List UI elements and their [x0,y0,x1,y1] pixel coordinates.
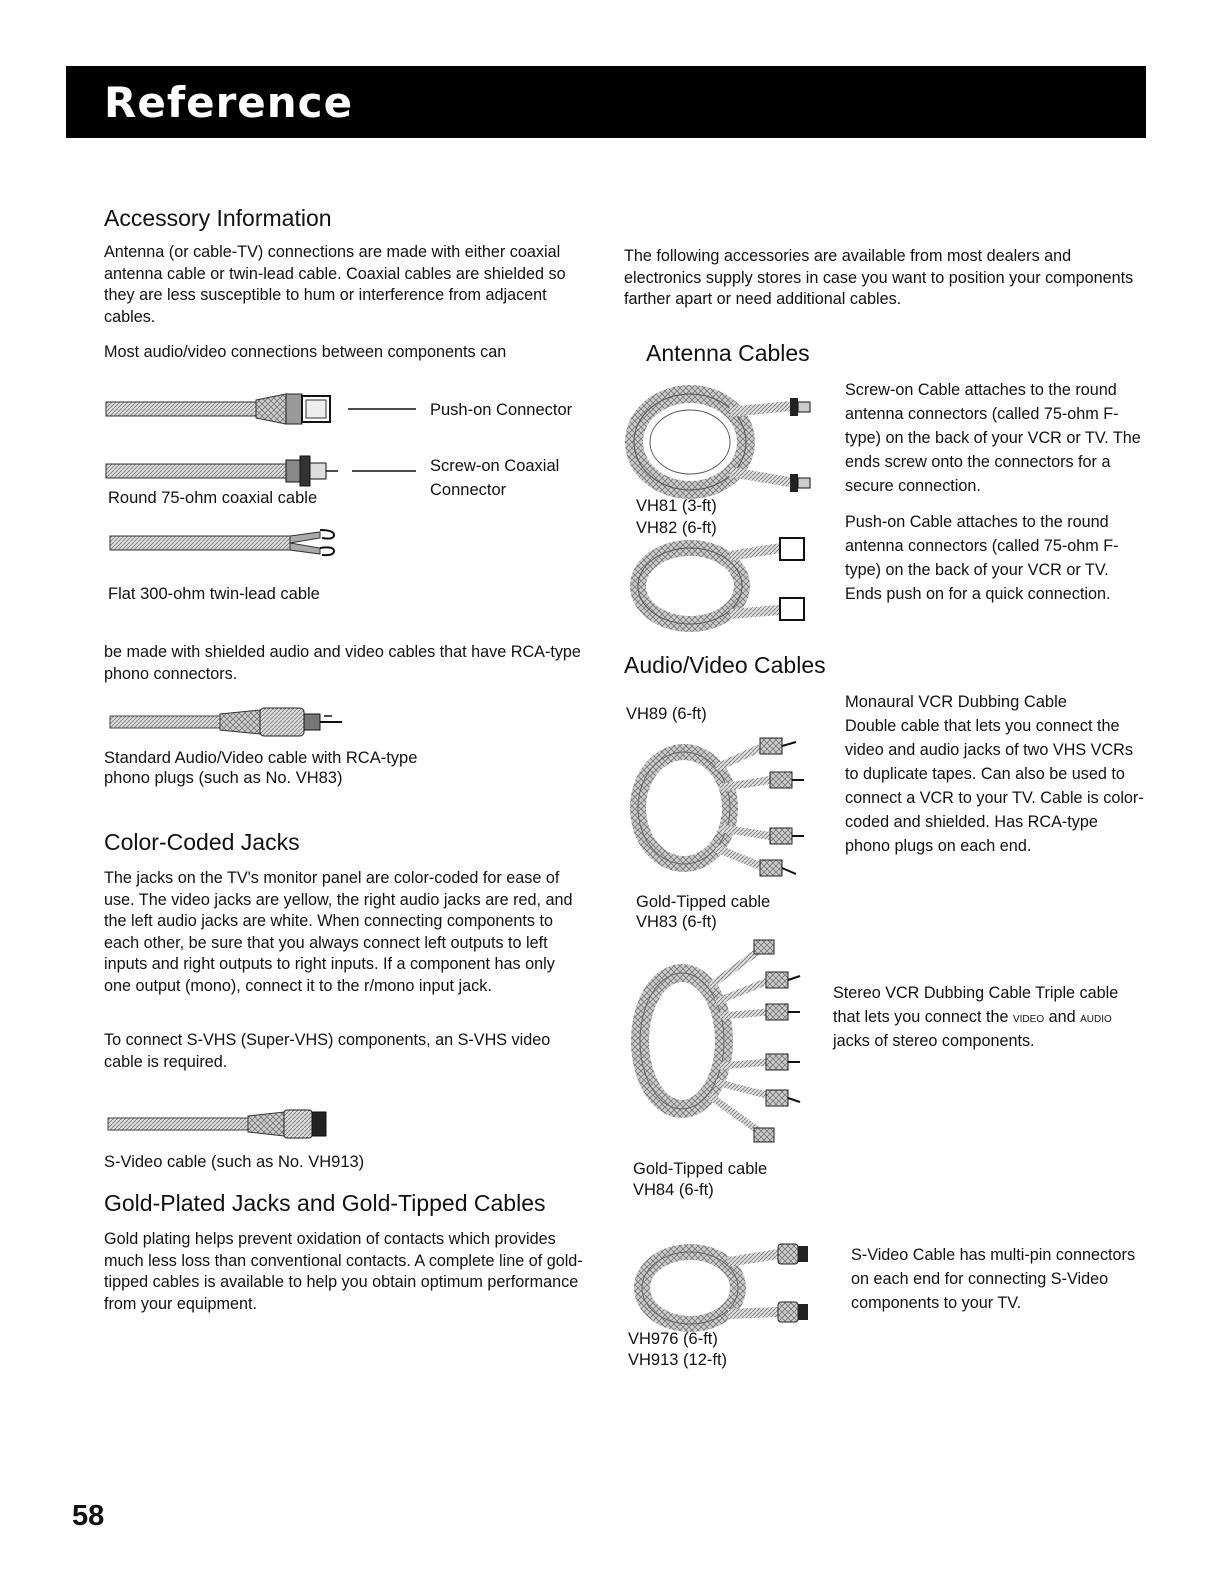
vh84-label: VH84 (6-ft) [633,1181,714,1199]
accessory-para-1: Antenna (or cable-TV) connections are made with either coaxial antenna cable or twin-lead cable. Coaxial cables are shielded so they are less susceptible to hum or interference from adjacent cables. [104,243,566,326]
push-on-antenna-cable-illustration [620,536,820,628]
push-on-connector-illustration [106,392,426,428]
coax-cable-label: Round 75-ohm coaxial cable [108,489,318,507]
stereo-dubbing-desc: Stereo VCR Dubbing Cable Triple cable that lets you connect the video and audio jacks of stereo components. [833,984,1119,1050]
push-on-cable-title: Push-on Cable [845,513,953,531]
page-number: 58 [72,1500,105,1532]
svideo-cable-title: S-Video Cable [851,1246,956,1264]
antenna-cables-heading: Antenna Cables [646,340,810,366]
mono-dubbing-desc: Double cable that lets you connect the video and audio jacks of two VHS VCRs to duplicate tapes. Can also be used to connect a VCR to your TV. Cable is color-coded and shielded. Has RCA-type phono plugs on each end. [845,717,1144,855]
stereo-dubbing-cable-illustration [620,936,820,1146]
right-intro: The following accessories are available from most dealers and electronics supply stores in case you want to position your components farther apart or need additional cables. [624,247,1134,308]
accessory-para-3: be made with shielded audio and video cables that have RCA-type phono connectors. [104,643,581,683]
twin-lead-cable-label: Flat 300-ohm twin-lead cable [108,585,320,603]
rca-cable-illustration [110,704,350,740]
push-on-cable-desc: Push-on Cable attaches to the round antenna connectors (called 75-ohm F-type) on the back of your VCR or TV. Ends push on for a quick connection. [845,513,1119,603]
gold-tipped-label-2: Gold-Tipped cable [633,1160,768,1178]
stereo-dubbing-title: Stereo VCR Dubbing Cable [833,984,1031,1002]
vh83-label: VH83 (6-ft) [636,913,717,931]
screw-on-cable-title: Screw-on Cable [845,381,961,399]
gold-para: Gold plating helps prevent oxidation of contacts which provides much less loss than conventional contacts. A complete line of gold-tipped cables is available to help you obtain optimum performance from your equipment. [104,1230,583,1313]
twin-lead-cable-illustration [110,526,350,560]
rca-caption-2: phono plugs (such as No. VH83) [104,769,343,787]
vh976-label: VH976 (6-ft) [628,1330,718,1348]
accessory-heading: Accessory Information [104,205,332,231]
svideo-coil-illustration [620,1240,820,1332]
gold-heading: Gold-Plated Jacks and Gold-Tipped Cables [104,1190,546,1216]
vh89-label: VH89 (6-ft) [626,705,707,723]
accessory-para-2: Most audio/video connections between components can [104,343,507,361]
screw-on-cable-desc: Screw-on Cable attaches to the round antenna connectors (called 75-ohm F-type) on the back of your VCR or TV. The ends screw onto the connectors for a secure connection. [845,381,1141,495]
vh82-label: VH82 (6-ft) [636,519,717,537]
svideo-caption: S-Video cable (such as No. VH913) [104,1153,365,1171]
mono-dubbing-title: Monaural VCR Dubbing Cable [845,693,1067,711]
vh81-label: VH81 (3-ft) [636,497,717,515]
push-on-connector-label: Push-on Connector [430,401,573,419]
rca-caption-1: Standard Audio/Video cable with RCA-type [104,749,418,767]
svideo-cable-illustration [108,1108,348,1140]
screw-on-antenna-cable-illustration [620,388,820,498]
svideo-cable-desc: S-Video Cable has multi-pin connectors on each end for connecting S-Video components to your TV. [851,1246,1136,1312]
header-banner [66,66,1146,138]
vh913-label: VH913 (12-ft) [628,1351,728,1369]
page-title: Reference [104,78,354,127]
color-coded-para-1: The jacks on the TV's monitor panel are color-coded for ease of use. The video jacks are yellow, the right audio jacks are red, and the left audio jacks are white. When connecting components to each other, be sure that you always connect left outputs to left inputs and right outputs to right inputs. If a component has only one output (mono), connect it to the r/mono input jack. [104,869,573,995]
av-cables-heading: Audio/Video Cables [624,652,826,678]
monaural-dubbing-cable-illustration [620,728,820,888]
gold-tipped-label-1: Gold-Tipped cable [636,893,771,911]
screw-on-connector-label-1: Screw-on Coaxial [430,457,560,475]
screw-on-connector-label-2: Connector [430,481,507,499]
color-coded-para-2: To connect S-VHS (Super-VHS) components, an S-VHS video cable is required. [104,1031,551,1071]
color-coded-heading: Color-Coded Jacks [104,829,300,855]
screw-on-connector-illustration [106,454,426,490]
